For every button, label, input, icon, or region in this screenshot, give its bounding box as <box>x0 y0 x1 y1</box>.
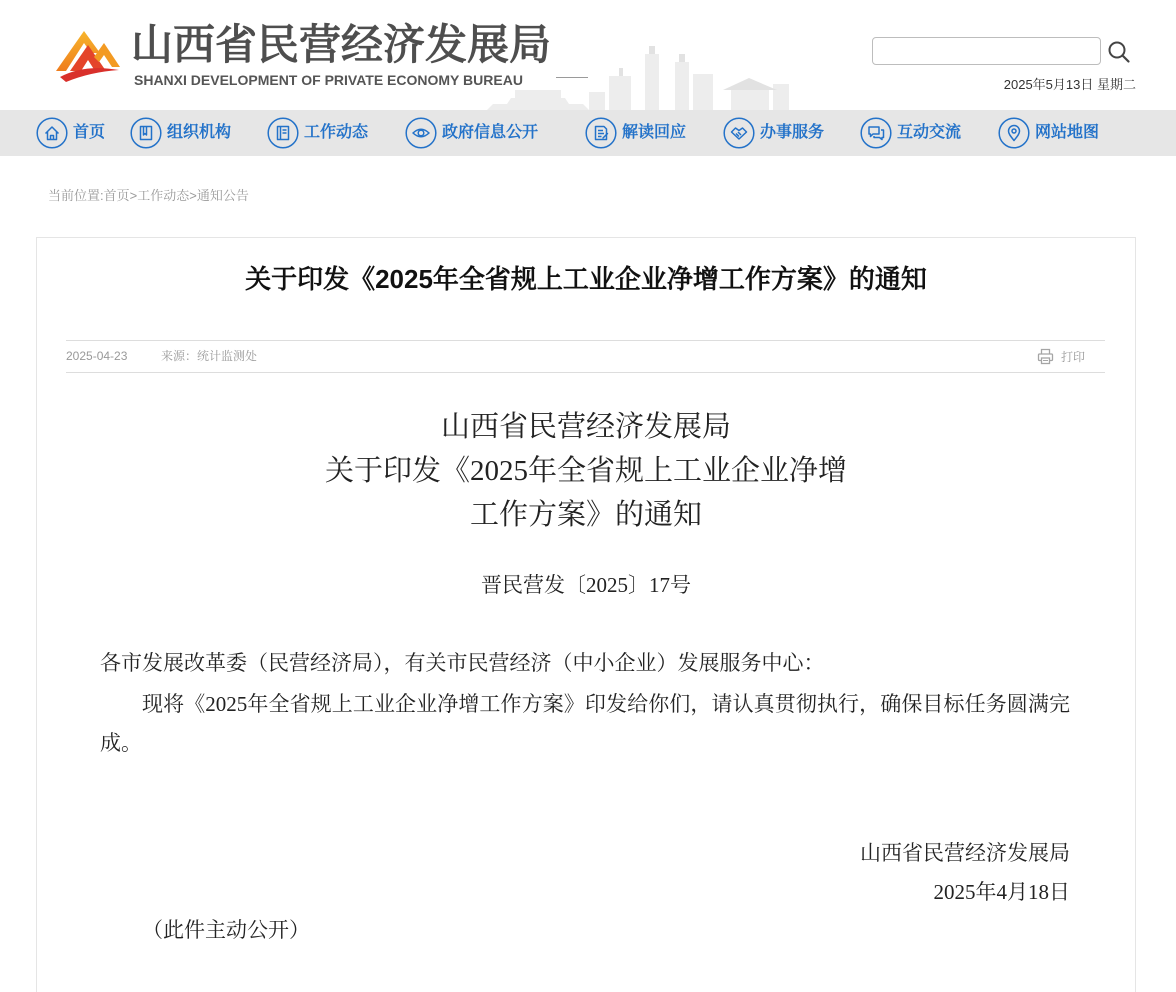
printer-icon <box>1037 348 1054 365</box>
nav-label: 工作动态 <box>304 124 369 141</box>
document-sign-date: 2025年4月18日 <box>933 880 1070 904</box>
document-heading-line: 山西省民营经济发展局 <box>440 411 731 443</box>
document-heading-line: 工作方案》的通知 <box>469 499 702 531</box>
breadcrumb <box>48 187 249 205</box>
nav-label: 互动交流 <box>897 124 962 141</box>
bureau-logo <box>54 27 122 83</box>
document-heading-line: 关于印发《2025年全省规上工业企业净增 <box>324 455 847 487</box>
document-body: 现将《2025年全省规上工业企业净增工作方案》印发给你们，请认真贯彻执行，确保目标任务圆满完成。 <box>100 692 1070 755</box>
breadcrumb-link-work-news[interactable]: 工作动态 <box>137 188 190 203</box>
nav-label: 首页 <box>73 124 106 141</box>
nav-label: 办事服务 <box>760 124 825 141</box>
chat-bubbles-icon <box>860 117 892 149</box>
organization-icon <box>130 117 162 149</box>
nav-item-gov-info-disclosure[interactable] <box>405 117 538 149</box>
article-meta <box>66 340 1105 373</box>
article-source: 来源：统计监测处 <box>161 349 258 363</box>
nav-item-sitemap[interactable] <box>998 117 1099 149</box>
breadcrumb-separator: > <box>189 188 197 203</box>
home-icon <box>36 117 68 149</box>
nav-item-organization[interactable] <box>130 117 231 149</box>
breadcrumb-separator: > <box>129 188 138 203</box>
print-button[interactable] <box>1037 341 1085 372</box>
breadcrumb-link-home[interactable]: 首页 <box>103 188 130 203</box>
nav-label: 组织机构 <box>167 124 232 141</box>
site-subtitle: SHANXI DEVELOPMENT OF PRIVATE ECONOMY BUREAU <box>134 72 523 88</box>
document-disclosure-note: （此件主动公开） <box>142 918 310 942</box>
document-signature: 山西省民营经济发展局 <box>860 841 1070 865</box>
search-input[interactable] <box>872 37 1101 65</box>
nav-label: 网站地图 <box>1035 124 1100 141</box>
subtitle-divider <box>556 77 588 78</box>
publish-date: 2025-04-23 <box>66 349 128 363</box>
nav-label: 解读回应 <box>622 124 687 141</box>
interpretation-document-icon <box>585 117 617 149</box>
nav-item-interaction[interactable] <box>860 117 961 149</box>
document-salutation: 各市发展改革委（民营经济局），有关市民营经济（中小企业）发展服务中心： <box>100 651 825 675</box>
print-label: 打印 <box>1060 350 1085 364</box>
main-nav <box>0 110 1176 156</box>
current-date: 2025年5月13日 星期二 <box>1003 77 1136 92</box>
breadcrumb-prefix: 当前位置: <box>48 188 104 203</box>
handshake-icon <box>723 117 755 149</box>
eye-icon <box>405 117 437 149</box>
map-pin-icon <box>998 117 1030 149</box>
search-button[interactable] <box>1106 39 1132 65</box>
document-number: 晋民营发〔2025〕17号 <box>481 573 691 597</box>
document-heading <box>37 405 1135 537</box>
search-icon <box>1106 39 1132 65</box>
nav-label: 政府信息公开 <box>442 124 539 141</box>
article-title: 关于印发《2025年全省规上工业企业净增工作方案》的通知 <box>245 264 927 294</box>
nav-item-work-news[interactable] <box>267 117 368 149</box>
nav-item-services[interactable] <box>723 117 824 149</box>
nav-item-home[interactable] <box>36 117 105 149</box>
nav-item-interpretation[interactable] <box>585 117 686 149</box>
site-header <box>0 0 1176 110</box>
breadcrumb-link-notices[interactable]: 通知公告 <box>196 188 249 203</box>
article-panel <box>36 237 1136 992</box>
news-document-icon <box>267 117 299 149</box>
site-title: 山西省民营经济发展局 <box>131 21 552 68</box>
